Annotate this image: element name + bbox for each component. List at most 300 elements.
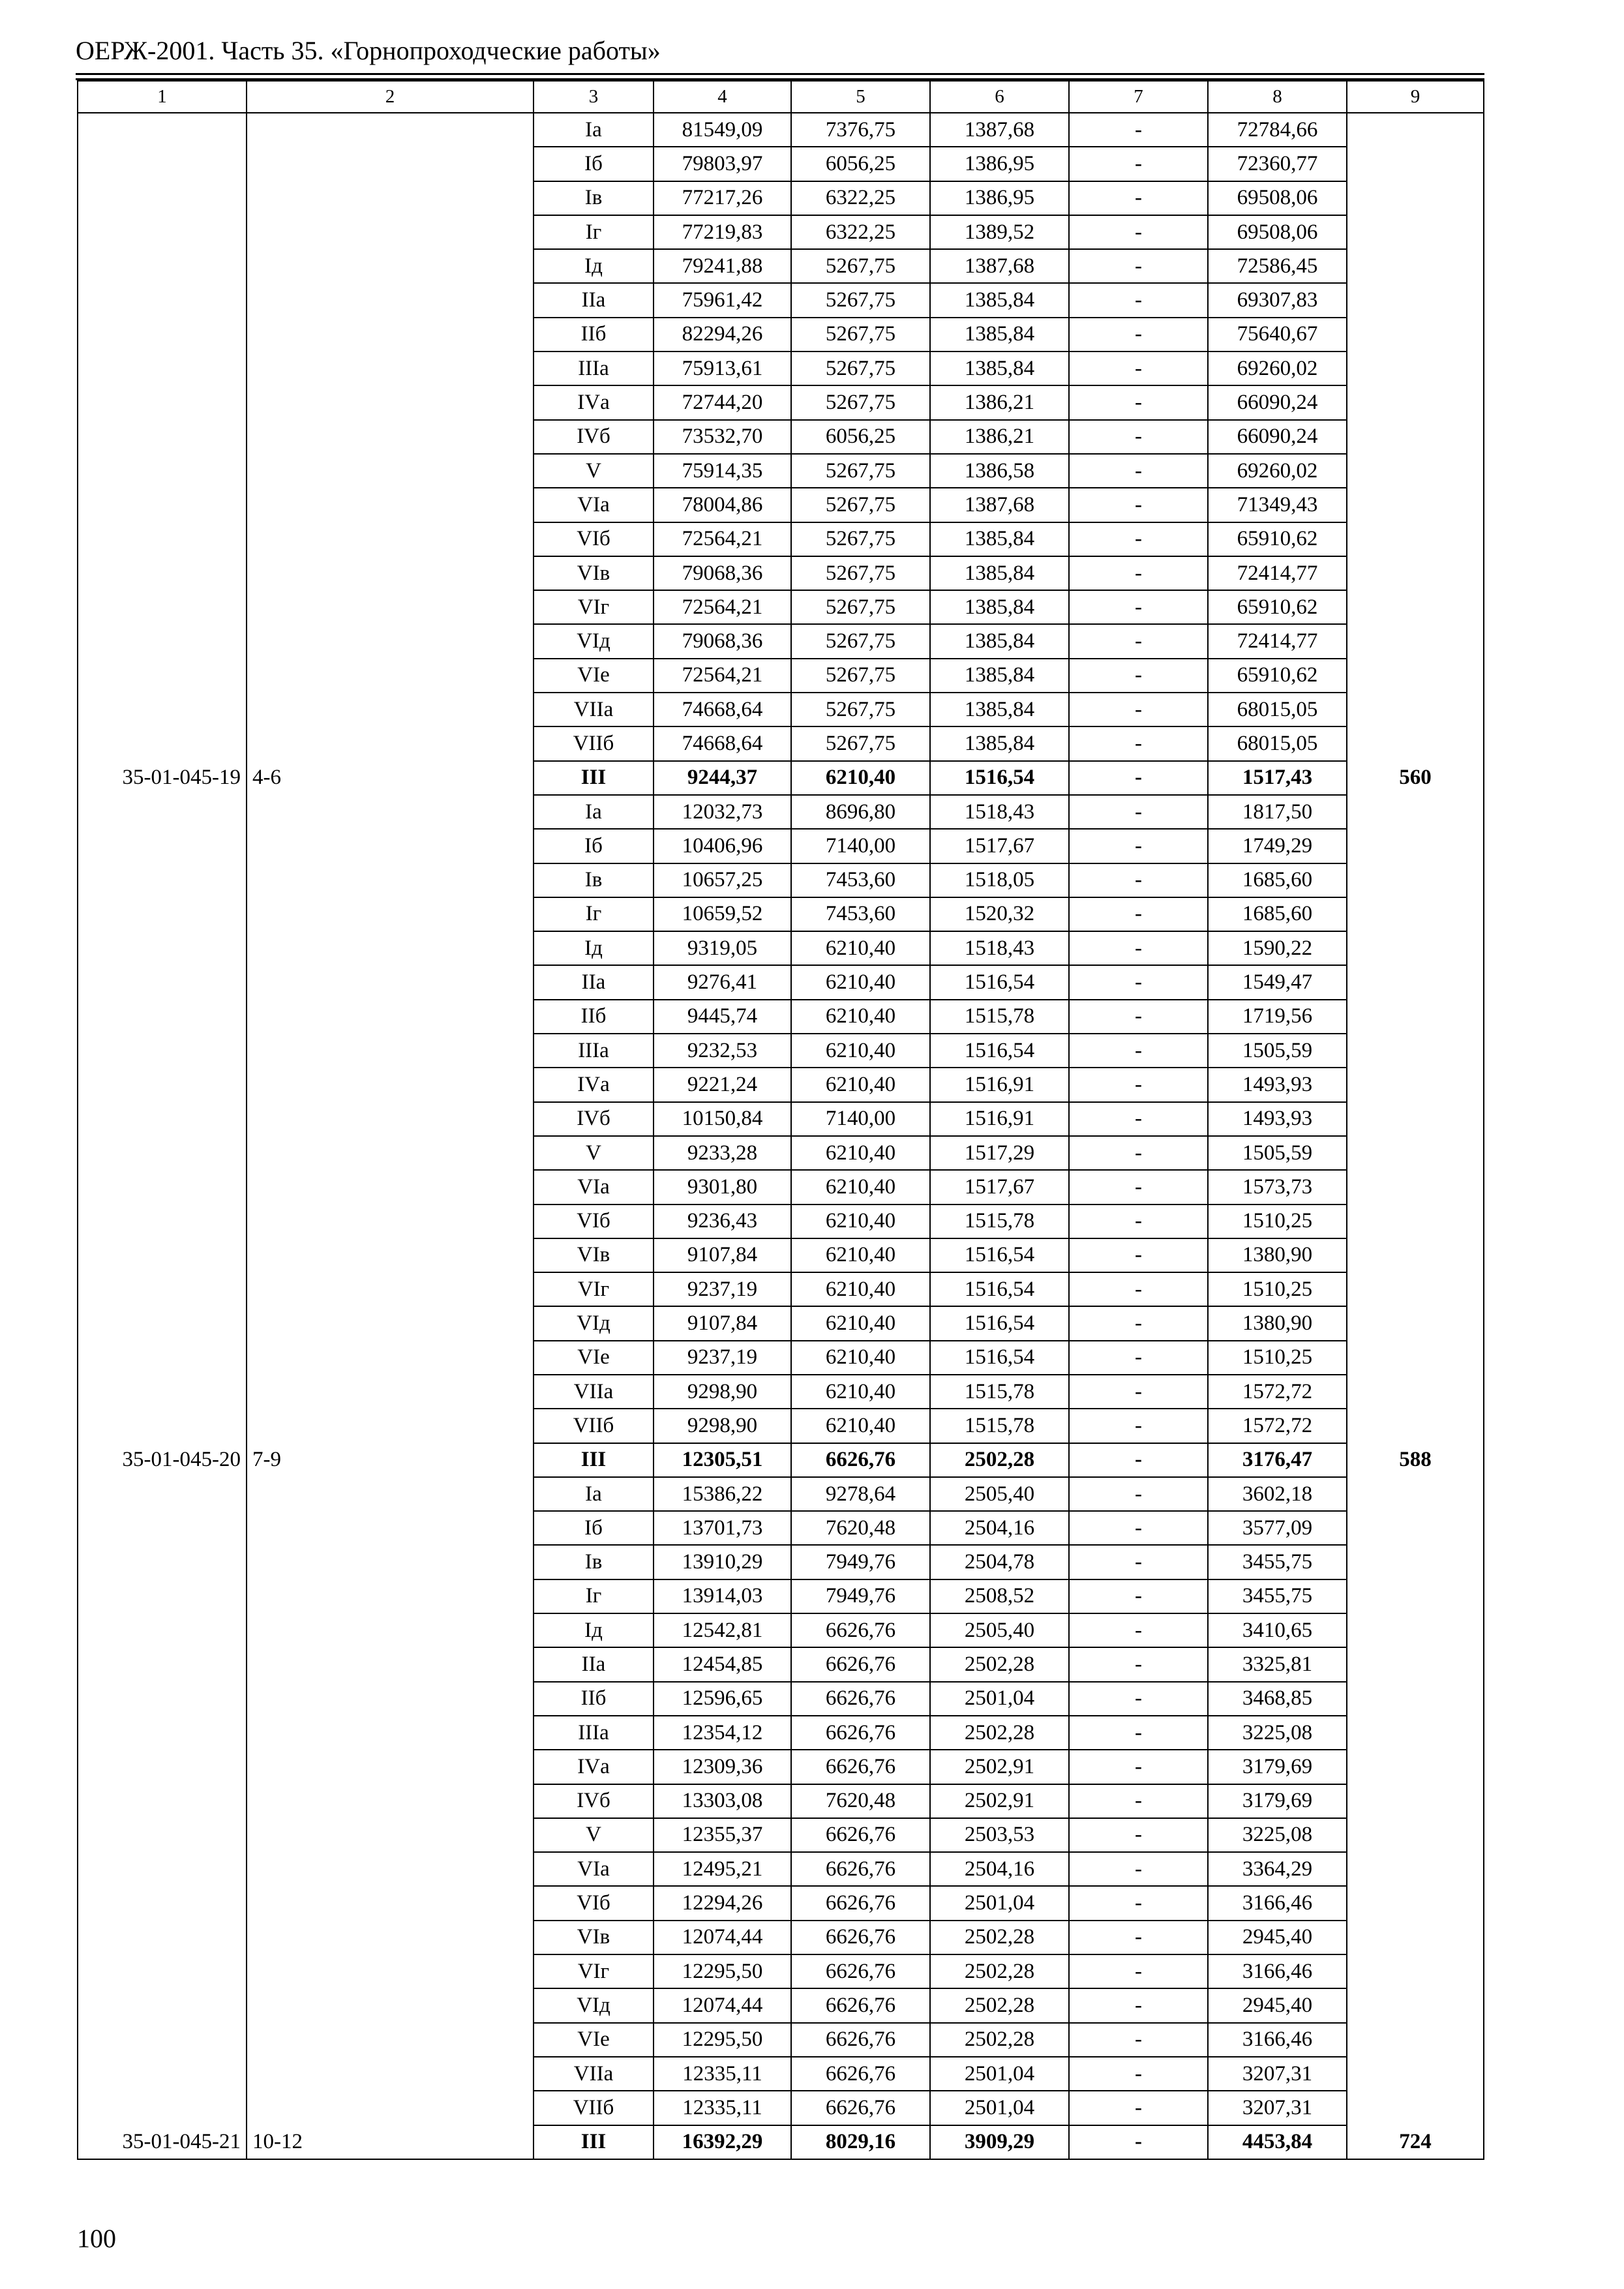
range-cell [247, 897, 534, 931]
value-cell: 6626,76 [791, 1443, 930, 1477]
code-cell [78, 454, 247, 488]
value-cell: 4453,84 [1208, 2125, 1347, 2159]
table-row [78, 1238, 1484, 1272]
quantity-cell [1347, 113, 1484, 147]
table-row [78, 1750, 1484, 1784]
value-cell: 1385,84 [930, 693, 1069, 726]
table-row [78, 522, 1484, 556]
quantity-cell: 560 [1347, 761, 1484, 795]
table-row [78, 1170, 1484, 1204]
value-cell: 12309,36 [654, 1750, 791, 1784]
range-cell [247, 352, 534, 385]
value-cell: 3325,81 [1208, 1647, 1347, 1681]
code-cell [78, 1272, 247, 1306]
group-cell: VIг [534, 590, 654, 624]
value-cell: 9107,84 [654, 1238, 791, 1272]
quantity-cell [1347, 181, 1484, 215]
column-number: 3 [534, 81, 654, 113]
table-row [78, 249, 1484, 283]
quantity-cell [1347, 2091, 1484, 2125]
quantity-cell [1347, 1102, 1484, 1136]
value-cell: 6210,40 [791, 1341, 930, 1375]
quantity-cell [1347, 1238, 1484, 1272]
value-cell: 9236,43 [654, 1204, 791, 1238]
code-cell [78, 1102, 247, 1136]
value-cell: 12542,81 [654, 1613, 791, 1647]
value-cell: 2502,28 [930, 1647, 1069, 1681]
table-row [78, 965, 1484, 999]
code-cell [78, 1409, 247, 1443]
range-cell [247, 659, 534, 693]
value-cell: 6210,40 [791, 1136, 930, 1170]
group-cell: Iг [534, 897, 654, 931]
table-row [78, 1921, 1484, 1954]
code-cell [78, 795, 247, 829]
quantity-cell [1347, 1545, 1484, 1579]
value-cell: 1510,25 [1208, 1341, 1347, 1375]
value-cell: 8029,16 [791, 2125, 930, 2159]
value-cell: 65910,62 [1208, 522, 1347, 556]
code-cell [78, 283, 247, 317]
value-cell: 6626,76 [791, 1852, 930, 1886]
value-cell: - [1069, 1136, 1208, 1170]
group-cell: III [534, 761, 654, 795]
value-cell: - [1069, 1716, 1208, 1750]
value-cell: 1516,54 [930, 1238, 1069, 1272]
value-cell: - [1069, 147, 1208, 181]
table-row [78, 283, 1484, 317]
group-cell: VIIа [534, 693, 654, 726]
value-cell: - [1069, 1750, 1208, 1784]
code-cell [78, 1682, 247, 1716]
value-cell: 7453,60 [791, 897, 930, 931]
value-cell: - [1069, 897, 1208, 931]
column-number-row [78, 81, 1484, 113]
value-cell: 16392,29 [654, 2125, 791, 2159]
group-cell: III [534, 2125, 654, 2159]
quantity-cell [1347, 1818, 1484, 1852]
value-cell: 6626,76 [791, 1818, 930, 1852]
value-cell: 2503,53 [930, 1818, 1069, 1852]
value-cell: 10406,96 [654, 829, 791, 863]
value-cell: - [1069, 726, 1208, 760]
value-cell: 3166,46 [1208, 2023, 1347, 2057]
table-row [78, 1204, 1484, 1238]
value-cell: - [1069, 829, 1208, 863]
group-cell: IVа [534, 385, 654, 419]
table-row [78, 693, 1484, 726]
value-cell: 2504,78 [930, 1545, 1069, 1579]
code-cell [78, 624, 247, 658]
quantity-cell [1347, 1750, 1484, 1784]
value-cell: 2504,16 [930, 1511, 1069, 1545]
quantity-cell [1347, 147, 1484, 181]
group-cell: VIб [534, 522, 654, 556]
table-row [78, 1716, 1484, 1750]
quantity-cell [1347, 488, 1484, 522]
quantity-cell [1347, 1170, 1484, 1204]
quantity-cell [1347, 693, 1484, 726]
code-cell [78, 590, 247, 624]
range-cell [247, 385, 534, 419]
value-cell: 5267,75 [791, 385, 930, 419]
value-cell: 1685,60 [1208, 863, 1347, 897]
table-row [78, 113, 1484, 147]
range-cell: 10-12 [247, 2125, 534, 2159]
range-cell [247, 1988, 534, 2022]
range-cell [247, 1784, 534, 1818]
value-cell: 12454,85 [654, 1647, 791, 1681]
value-cell: - [1069, 1682, 1208, 1716]
value-cell: 3179,69 [1208, 1784, 1347, 1818]
range-cell [247, 1886, 534, 1920]
value-cell: 75640,67 [1208, 318, 1347, 352]
value-cell: 1510,25 [1208, 1204, 1347, 1238]
code-cell [78, 1886, 247, 1920]
rates-table [77, 80, 1484, 2160]
group-cell: Iд [534, 931, 654, 965]
code-cell [78, 1988, 247, 2022]
code-cell [78, 829, 247, 863]
value-cell: 1685,60 [1208, 897, 1347, 931]
header-rule [76, 73, 1484, 75]
value-cell: 1385,84 [930, 726, 1069, 760]
value-cell: 74668,64 [654, 726, 791, 760]
code-cell [78, 1204, 247, 1238]
value-cell: 5267,75 [791, 249, 930, 283]
value-cell: 12032,73 [654, 795, 791, 829]
value-cell: 7620,48 [791, 1784, 930, 1818]
code-cell [78, 1511, 247, 1545]
value-cell: 2501,04 [930, 1682, 1069, 1716]
value-cell: 75913,61 [654, 352, 791, 385]
value-cell: 1517,29 [930, 1136, 1069, 1170]
quantity-cell [1347, 1136, 1484, 1170]
range-cell [247, 1238, 534, 1272]
value-cell: 5267,75 [791, 488, 930, 522]
code-cell [78, 659, 247, 693]
column-number: 8 [1208, 81, 1347, 113]
range-cell [247, 1477, 534, 1511]
value-cell: 6626,76 [791, 1921, 930, 1954]
range-cell [247, 522, 534, 556]
code-cell [78, 1921, 247, 1954]
range-cell [247, 147, 534, 181]
value-cell: 12335,11 [654, 2091, 791, 2125]
value-cell: 7453,60 [791, 863, 930, 897]
value-cell: - [1069, 2091, 1208, 2125]
table-row [78, 1818, 1484, 1852]
range-cell [247, 215, 534, 249]
value-cell: 2505,40 [930, 1477, 1069, 1511]
value-cell: 7140,00 [791, 829, 930, 863]
table-row [78, 1511, 1484, 1545]
table-row [78, 1272, 1484, 1306]
table-row [78, 2057, 1484, 2091]
value-cell: 6626,76 [791, 1988, 930, 2022]
value-cell: 12495,21 [654, 1852, 791, 1886]
table-row [78, 1545, 1484, 1579]
value-cell: 1386,58 [930, 454, 1069, 488]
range-cell [247, 1750, 534, 1784]
group-cell: Iа [534, 1477, 654, 1511]
value-cell: 6210,40 [791, 1272, 930, 1306]
range-cell [247, 931, 534, 965]
table-row [78, 1375, 1484, 1409]
group-cell: VIб [534, 1204, 654, 1238]
value-cell: 9298,90 [654, 1375, 791, 1409]
value-cell: 72414,77 [1208, 624, 1347, 658]
value-cell: 6210,40 [791, 931, 930, 965]
quantity-cell [1347, 1409, 1484, 1443]
group-cell: IIа [534, 965, 654, 999]
table-row [78, 352, 1484, 385]
value-cell: 7140,00 [791, 1102, 930, 1136]
value-cell: - [1069, 2057, 1208, 2091]
quantity-cell [1347, 897, 1484, 931]
value-cell: 1517,67 [930, 829, 1069, 863]
quantity-cell [1347, 1068, 1484, 1101]
range-cell [247, 693, 534, 726]
value-cell: 5267,75 [791, 590, 930, 624]
value-cell: 72360,77 [1208, 147, 1347, 181]
value-cell: 1817,50 [1208, 795, 1347, 829]
value-cell: 69260,02 [1208, 352, 1347, 385]
value-cell: 1386,21 [930, 385, 1069, 419]
range-cell [247, 624, 534, 658]
value-cell: 3468,85 [1208, 1682, 1347, 1716]
quantity-cell [1347, 556, 1484, 590]
quantity-cell [1347, 1477, 1484, 1511]
value-cell: 72784,66 [1208, 113, 1347, 147]
code-cell [78, 2023, 247, 2057]
value-cell: 6210,40 [791, 1034, 930, 1068]
group-cell: VIа [534, 1852, 654, 1886]
value-cell: 72586,45 [1208, 249, 1347, 283]
value-cell: 1516,54 [930, 761, 1069, 795]
value-cell: - [1069, 863, 1208, 897]
value-cell: - [1069, 590, 1208, 624]
group-cell: Iб [534, 829, 654, 863]
table-row [78, 624, 1484, 658]
value-cell: 5267,75 [791, 556, 930, 590]
value-cell: 3179,69 [1208, 1750, 1347, 1784]
value-cell: - [1069, 1579, 1208, 1613]
value-cell: 6626,76 [791, 2057, 930, 2091]
value-cell: 66090,24 [1208, 385, 1347, 419]
code-cell: 35-01-045-20 [78, 1443, 247, 1477]
table-row [78, 385, 1484, 419]
value-cell: 9237,19 [654, 1272, 791, 1306]
value-cell: 12074,44 [654, 1988, 791, 2022]
group-cell: IVб [534, 1784, 654, 1818]
value-cell: 6210,40 [791, 965, 930, 999]
value-cell: 6626,76 [791, 1716, 930, 1750]
quantity-cell [1347, 1341, 1484, 1375]
value-cell: 7376,75 [791, 113, 930, 147]
value-cell: 9319,05 [654, 931, 791, 965]
table-row [78, 931, 1484, 965]
value-cell: 6210,40 [791, 1409, 930, 1443]
table-row [78, 863, 1484, 897]
code-cell [78, 1341, 247, 1375]
value-cell: - [1069, 1375, 1208, 1409]
code-cell: 35-01-045-21 [78, 2125, 247, 2159]
value-cell: 9276,41 [654, 965, 791, 999]
value-cell: - [1069, 556, 1208, 590]
value-cell: - [1069, 1921, 1208, 1954]
value-cell: 6056,25 [791, 147, 930, 181]
value-cell: 1516,91 [930, 1068, 1069, 1101]
code-cell [78, 693, 247, 726]
code-cell [78, 863, 247, 897]
value-cell: 72414,77 [1208, 556, 1347, 590]
value-cell: 5267,75 [791, 522, 930, 556]
value-cell: - [1069, 1818, 1208, 1852]
value-cell: 9237,19 [654, 1341, 791, 1375]
code-cell [78, 1306, 247, 1340]
value-cell: - [1069, 1306, 1208, 1340]
value-cell: 12294,26 [654, 1886, 791, 1920]
table-row [78, 1034, 1484, 1068]
value-cell: 2502,28 [930, 1443, 1069, 1477]
value-cell: 81549,09 [654, 113, 791, 147]
page-title: ОЕРЖ-2001. Часть 35. «Горнопроходческие работы» [76, 36, 661, 65]
value-cell: 1518,43 [930, 931, 1069, 965]
table-row [78, 556, 1484, 590]
column-number: 5 [791, 81, 930, 113]
value-cell: 7620,48 [791, 1511, 930, 1545]
table-row [78, 1852, 1484, 1886]
code-cell [78, 1852, 247, 1886]
range-cell [247, 1409, 534, 1443]
value-cell: - [1069, 1784, 1208, 1818]
value-cell: - [1069, 659, 1208, 693]
value-cell: 1493,93 [1208, 1068, 1347, 1101]
value-cell: 5267,75 [791, 659, 930, 693]
code-cell [78, 488, 247, 522]
value-cell: 12355,37 [654, 1818, 791, 1852]
code-cell [78, 1238, 247, 1272]
range-cell [247, 1921, 534, 1954]
value-cell: 2502,91 [930, 1750, 1069, 1784]
table-row [78, 590, 1484, 624]
quantity-cell [1347, 385, 1484, 419]
value-cell: 1380,90 [1208, 1306, 1347, 1340]
value-cell: - [1069, 1238, 1208, 1272]
table-row [78, 318, 1484, 352]
group-cell: VIб [534, 1886, 654, 1920]
value-cell: - [1069, 1443, 1208, 1477]
value-cell: - [1069, 454, 1208, 488]
value-cell: - [1069, 2125, 1208, 2159]
value-cell: 1385,84 [930, 659, 1069, 693]
value-cell: 78004,86 [654, 488, 791, 522]
value-cell: 1385,84 [930, 624, 1069, 658]
value-cell: 6210,40 [791, 1068, 930, 1101]
group-cell: V [534, 1136, 654, 1170]
group-cell: IVа [534, 1068, 654, 1101]
code-cell [78, 385, 247, 419]
value-cell: 1573,73 [1208, 1170, 1347, 1204]
quantity-cell [1347, 1647, 1484, 1681]
value-cell: 72744,20 [654, 385, 791, 419]
quantity-cell [1347, 863, 1484, 897]
value-cell: 3225,08 [1208, 1716, 1347, 1750]
value-cell: 6626,76 [791, 1954, 930, 1988]
group-cell: V [534, 1818, 654, 1852]
code-cell [78, 1954, 247, 1988]
value-cell: 13910,29 [654, 1545, 791, 1579]
value-cell: 1385,84 [930, 590, 1069, 624]
value-cell: 1385,84 [930, 522, 1069, 556]
range-cell [247, 1170, 534, 1204]
table-row [78, 1136, 1484, 1170]
value-cell: 1516,54 [930, 1034, 1069, 1068]
value-cell: 9278,64 [791, 1477, 930, 1511]
table-row [78, 1409, 1484, 1443]
value-cell: 6322,25 [791, 181, 930, 215]
value-cell: - [1069, 1272, 1208, 1306]
table-row [78, 488, 1484, 522]
value-cell: 10657,25 [654, 863, 791, 897]
value-cell: 1385,84 [930, 352, 1069, 385]
value-cell: 2502,28 [930, 1716, 1069, 1750]
table-row [78, 1443, 1484, 1477]
range-cell [247, 1375, 534, 1409]
value-cell: 5267,75 [791, 693, 930, 726]
value-cell: 1517,43 [1208, 761, 1347, 795]
value-cell: 1515,78 [930, 1409, 1069, 1443]
value-cell: 69307,83 [1208, 283, 1347, 317]
quantity-cell [1347, 1988, 1484, 2022]
code-cell [78, 420, 247, 454]
group-cell: VIIб [534, 2091, 654, 2125]
range-cell [247, 2057, 534, 2091]
value-cell: - [1069, 931, 1208, 965]
value-cell: 6210,40 [791, 1204, 930, 1238]
code-cell [78, 147, 247, 181]
group-cell: IIб [534, 318, 654, 352]
range-cell [247, 1306, 534, 1340]
quantity-cell [1347, 1921, 1484, 1954]
value-cell: 2508,52 [930, 1579, 1069, 1613]
group-cell: III [534, 1443, 654, 1477]
value-cell: - [1069, 1477, 1208, 1511]
value-cell: - [1069, 1170, 1208, 1204]
table-row [78, 1647, 1484, 1681]
code-cell [78, 931, 247, 965]
value-cell: 1386,21 [930, 420, 1069, 454]
range-cell [247, 590, 534, 624]
quantity-cell: 588 [1347, 1443, 1484, 1477]
table-row [78, 897, 1484, 931]
group-cell: VIа [534, 1170, 654, 1204]
value-cell: - [1069, 2023, 1208, 2057]
value-cell: 1572,72 [1208, 1409, 1347, 1443]
value-cell: - [1069, 624, 1208, 658]
table-row [78, 2125, 1484, 2159]
group-cell: VIв [534, 1238, 654, 1272]
group-cell: Iв [534, 1545, 654, 1579]
value-cell: - [1069, 1102, 1208, 1136]
quantity-cell [1347, 1034, 1484, 1068]
table-row [78, 181, 1484, 215]
value-cell: 6210,40 [791, 1170, 930, 1204]
code-cell [78, 522, 247, 556]
group-cell: Iа [534, 113, 654, 147]
quantity-cell [1347, 624, 1484, 658]
